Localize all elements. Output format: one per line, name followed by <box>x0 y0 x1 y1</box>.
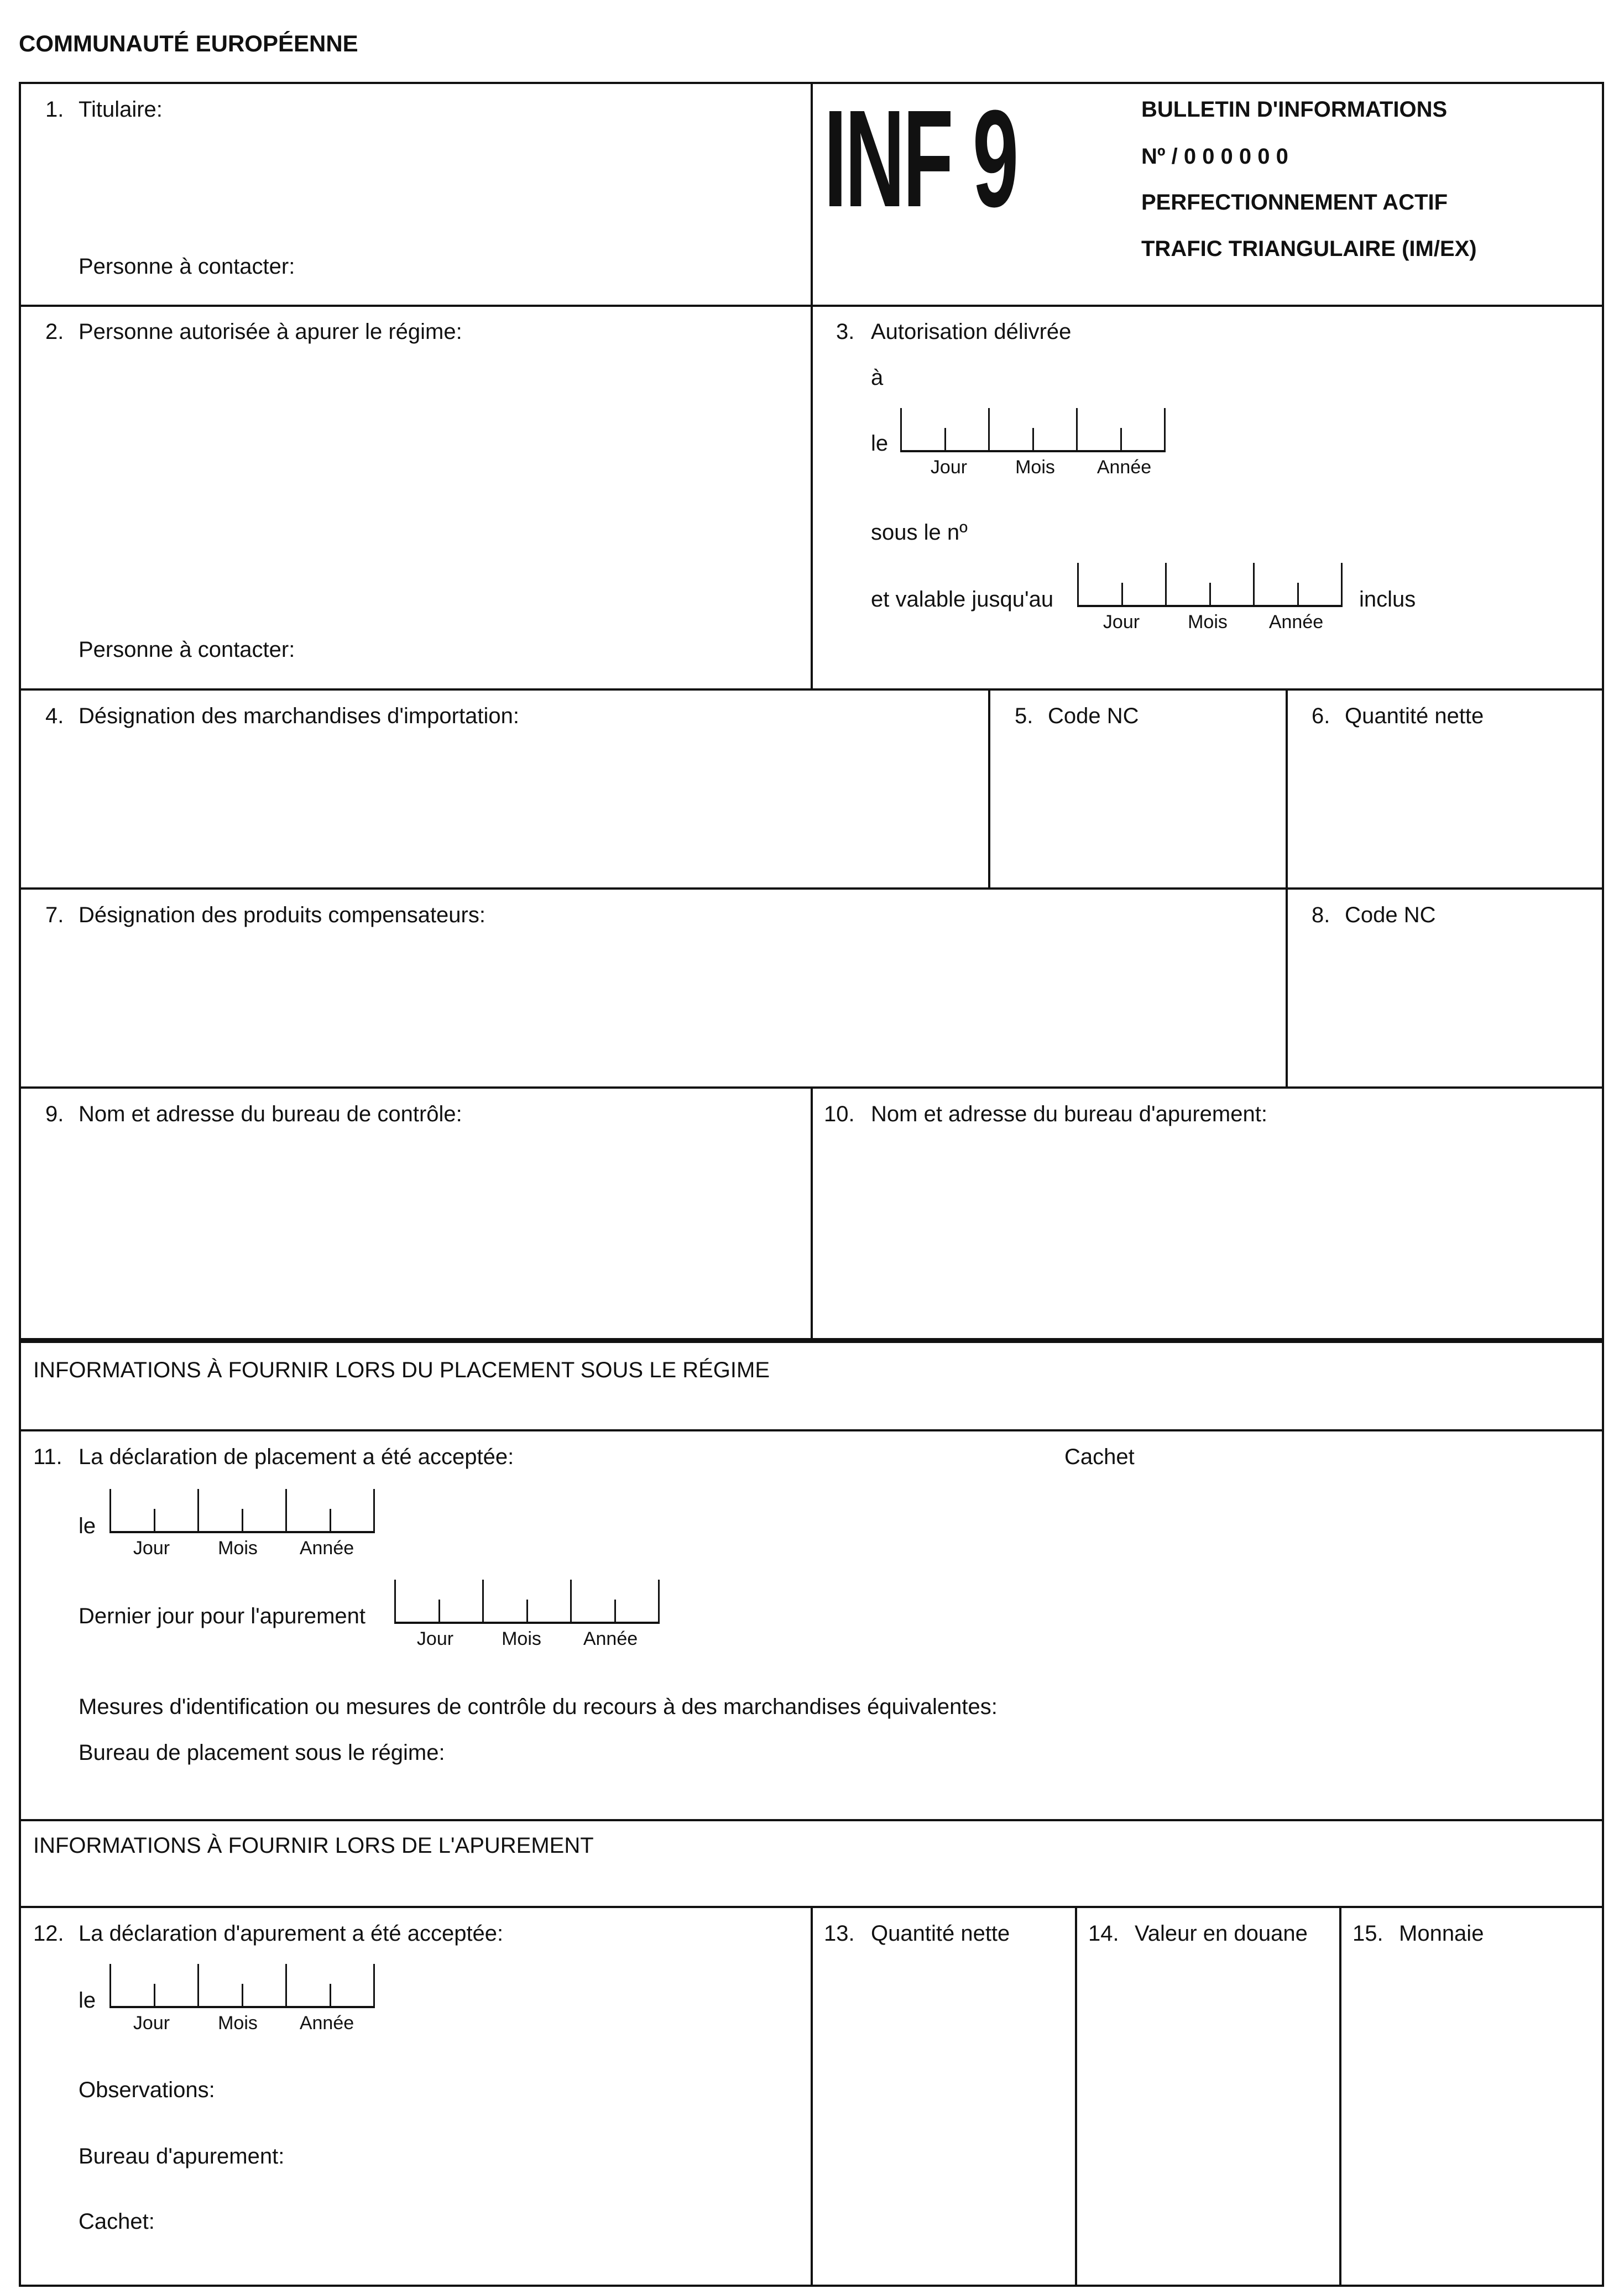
box-1-contact-label: Personne à contacter: <box>79 254 295 279</box>
date-field-valid-until[interactable] <box>1077 563 1343 633</box>
box-12-observations-label: Observations: <box>79 2078 215 2102</box>
box-13-number: 13. <box>824 1921 855 1946</box>
box-10-number: 10. <box>824 1102 855 1126</box>
day-label: Jour <box>1103 612 1140 633</box>
rule <box>811 1086 813 1339</box>
rule <box>1339 1906 1341 2287</box>
box-11-label: La déclaration de placement a été acceptée: <box>79 1445 514 1469</box>
year-label: Année <box>583 1628 638 1649</box>
box-8-label: Code NC <box>1345 903 1436 927</box>
date-field-discharge[interactable] <box>109 1964 375 2034</box>
box-3-on-label: le <box>871 431 889 456</box>
box-11-stamp-label: Cachet <box>1064 1445 1135 1469</box>
rule <box>988 688 990 889</box>
box-2-number: 2. <box>45 320 64 344</box>
regime-title: PERFECTIONNEMENT ACTIF <box>1141 190 1448 215</box>
box-13-label: Quantité nette <box>871 1921 1010 1946</box>
box-11-last-day-label: Dernier jour pour l'apurement <box>79 1604 366 1628</box>
box-7-number: 7. <box>45 903 64 927</box>
rule <box>811 1906 813 2287</box>
box-11-on-label: le <box>79 1514 96 1538</box>
box-6-label: Quantité nette <box>1345 704 1484 728</box>
section-discharge-heading: INFORMATIONS À FOURNIR LORS DE L'APUREMENT <box>33 1833 594 1858</box>
box-4-number: 4. <box>45 704 64 728</box>
box-9-label: Nom et adresse du bureau de contrôle: <box>79 1102 462 1126</box>
date-field-placement[interactable] <box>109 1489 375 1559</box>
month-label: Mois <box>502 1628 541 1649</box>
box-9-number: 9. <box>45 1102 64 1126</box>
box-12-label: La déclaration d'apurement a été acceptée: <box>79 1921 504 1946</box>
rule <box>19 1429 1604 1431</box>
community-title: COMMUNAUTÉ EUROPÉENNE <box>19 30 358 56</box>
box-11-measures-label: Mesures d'identification ou mesures de contrôle du recours à des marchandises équivalentes: <box>79 1695 998 1719</box>
box-1-number: 1. <box>45 97 64 122</box>
box-7-label: Désignation des produits compensateurs: <box>79 903 485 927</box>
box-3-number: 3. <box>836 320 855 344</box>
month-label: Mois <box>218 1538 258 1559</box>
box-14-label: Valeur en douane <box>1135 1921 1308 1946</box>
rule <box>19 1819 1604 1821</box>
bulletin-number: Nº / 0 0 0 0 0 0 <box>1141 144 1288 169</box>
month-label: Mois <box>218 2013 258 2034</box>
box-15-number: 15. <box>1353 1921 1383 1946</box>
box-8-number: 8. <box>1312 903 1330 927</box>
box-3-inclusive-label: inclus <box>1359 587 1416 612</box>
date-field-last-day[interactable] <box>394 1580 660 1649</box>
box-2-label: Personne autorisée à apurer le régime: <box>79 320 462 344</box>
day-label: Jour <box>133 2013 170 2034</box>
form-code-logo: INF 9 <box>824 81 1017 236</box>
rule <box>811 82 813 689</box>
box-11-office-label: Bureau de placement sous le régime: <box>79 1741 445 1765</box>
year-label: Année <box>1096 457 1152 478</box>
date-field-issued[interactable] <box>900 408 1166 478</box>
traffic-title: TRAFIC TRIANGULAIRE (IM/EX) <box>1141 237 1477 261</box>
box-12-stamp-label: Cachet: <box>79 2209 155 2234</box>
box-14-number: 14. <box>1088 1921 1119 1946</box>
box-5-number: 5. <box>1015 704 1033 728</box>
rule <box>1075 1906 1077 2287</box>
box-1-label: Titulaire: <box>79 97 163 122</box>
box-12-on-label: le <box>79 1988 96 2013</box>
box-4-label: Désignation des marchandises d'importation: <box>79 704 519 728</box>
year-label: Année <box>299 2013 354 2034</box>
box-5-label: Code NC <box>1048 704 1139 728</box>
month-label: Mois <box>1188 612 1228 633</box>
month-label: Mois <box>1015 457 1055 478</box>
box-3-number-label: sous le nº <box>871 520 968 545</box>
box-2-contact-label: Personne à contacter: <box>79 637 295 662</box>
day-label: Jour <box>416 1628 454 1649</box>
bulletin-title: BULLETIN D'INFORMATIONS <box>1141 97 1448 122</box>
rule <box>19 887 1604 890</box>
box-6-number: 6. <box>1312 704 1330 728</box>
section-placement-heading: INFORMATIONS À FOURNIR LORS DU PLACEMENT SOUS LE RÉGIME <box>33 1358 770 1382</box>
box-3-at-label: à <box>871 365 884 390</box>
box-12-office-label: Bureau d'apurement: <box>79 2144 285 2168</box>
day-label: Jour <box>133 1538 170 1559</box>
box-11-number: 11. <box>33 1445 62 1469</box>
rule <box>1286 688 1288 1088</box>
box-10-label: Nom et adresse du bureau d'apurement: <box>871 1102 1267 1126</box>
box-3-label: Autorisation délivrée <box>871 320 1072 344</box>
year-label: Année <box>299 1538 354 1559</box>
year-label: Année <box>1268 612 1324 633</box>
box-15-label: Monnaie <box>1399 1921 1484 1946</box>
box-12-number: 12. <box>33 1921 64 1946</box>
box-3-valid-label: et valable jusqu'au <box>871 587 1054 612</box>
day-label: Jour <box>930 457 968 478</box>
